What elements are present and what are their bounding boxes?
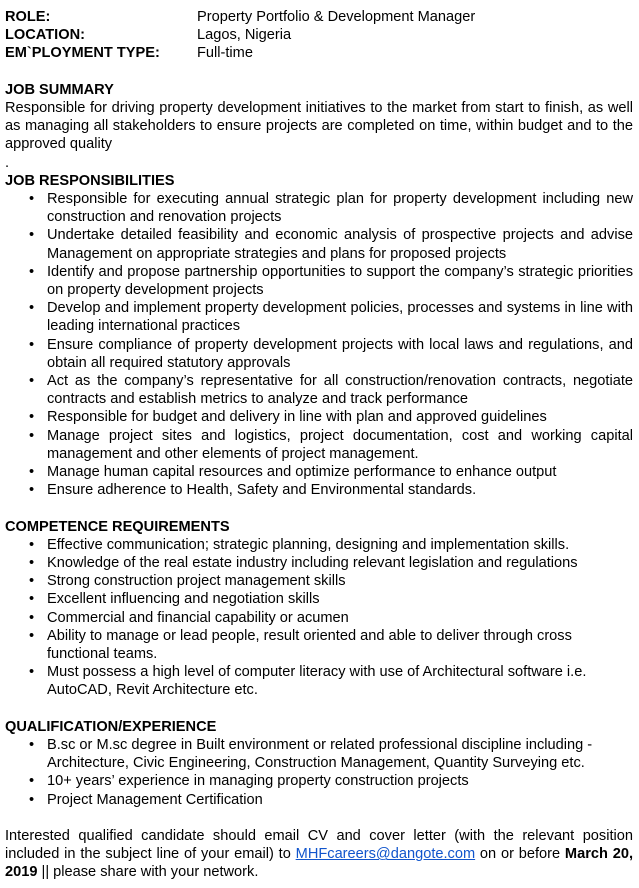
list-item (5, 463, 633, 481)
list-item-text: Responsible for executing annual strategic plan for property development including new construction and renovation projects (47, 190, 633, 226)
bullet-icon: • (29, 573, 35, 590)
list-item (5, 609, 633, 627)
application-instructions (5, 827, 633, 882)
bullet-icon: • (29, 227, 35, 244)
spacer (5, 499, 633, 517)
summary-trailing-dot: . (5, 154, 10, 171)
list-item-text: Effective communication; strategic planning, designing and implementation skills. (47, 536, 570, 553)
location-row (5, 26, 633, 44)
list-item-text: Project Management Certification (47, 791, 263, 808)
job-responsibilities-heading: JOB RESPONSIBILITIES (5, 172, 175, 189)
bullet-icon: • (29, 664, 35, 681)
competence-requirements-heading: COMPETENCE REQUIREMENTS (5, 518, 230, 535)
list-item-text: Ability to manage or lead people, result oriented and able to deliver through cross functional teams. (47, 627, 572, 663)
list-item-text: Manage human capital resources and optimize performance to enhance output (47, 464, 557, 480)
list-item (5, 627, 633, 663)
list-item-text: Undertake detailed feasibility and economic analysis of prospective projects and advise Management on appropriate strategies and plans for proposed projects (47, 227, 633, 262)
list-item (5, 299, 633, 335)
bullet-icon: • (29, 536, 35, 553)
role-value: Property Portfolio & Development Manager (197, 9, 476, 25)
list-item (5, 772, 633, 790)
bullet-icon: • (29, 409, 35, 426)
list-item (5, 572, 633, 590)
list-item (5, 590, 633, 608)
list-item-text: Act as the company’s representative for all construction/renovation contracts, negotiate contracts and establish metrics to analyze and track performance (47, 372, 633, 408)
list-item-text: Manage project sites and logistics, project documentation, cost and working capital management and other elements of project management. (47, 427, 633, 462)
list-item (5, 736, 633, 772)
bullet-icon: • (29, 300, 35, 317)
closing-text-middle: on or before (475, 846, 565, 863)
list-item (5, 408, 633, 426)
bullet-icon: • (29, 427, 35, 444)
bullet-icon: • (29, 609, 35, 626)
bullet-icon: • (29, 591, 35, 608)
list-item (5, 336, 633, 372)
role-row (5, 8, 633, 26)
list-item (5, 263, 633, 299)
closing-text-after: || please share with your network. (37, 864, 259, 881)
bullet-icon: • (29, 190, 35, 207)
list-item (5, 427, 633, 463)
list-item-text: 10+ years’ experience in managing property construction projects (47, 773, 469, 790)
list-item-text: Develop and implement property development policies, processes and systems in line with leading international practices (47, 300, 633, 335)
list-item (5, 791, 633, 809)
role-label: ROLE: (5, 9, 51, 25)
list-item (5, 190, 633, 226)
spacer (5, 809, 633, 827)
bullet-icon: • (29, 737, 35, 754)
list-item-text: Excellent influencing and negotiation skills (47, 591, 320, 608)
location-value: Lagos, Nigeria (197, 27, 292, 44)
bullet-icon: • (29, 627, 35, 644)
list-item (5, 372, 633, 408)
list-item (5, 554, 633, 572)
responsibilities-list (5, 190, 633, 499)
application-deadline: March 20, 2019 (5, 846, 633, 881)
list-item-text: Identify and propose partnership opportunities to support the company’s strategic priorities on property development projects (47, 263, 633, 298)
list-item (5, 481, 633, 499)
list-item (5, 226, 633, 262)
list-item (5, 536, 633, 554)
spacer (5, 63, 633, 81)
list-item-text: Strong construction project management skills (47, 573, 346, 590)
bullet-icon: • (29, 773, 35, 790)
job-summary-text: Responsible for driving property development initiatives to the market from start to finish, as well as managing all stakeholders to ensure projects are completed on time, within budget and to the approved quality (5, 99, 633, 153)
list-item-text: Commercial and financial capability or acumen (47, 609, 349, 626)
competence-list (5, 536, 633, 700)
list-item-text: Ensure adherence to Health, Safety and Environmental standards. (47, 482, 477, 499)
job-summary-heading: JOB SUMMARY (5, 81, 114, 98)
bullet-icon: • (29, 791, 35, 808)
location-label: LOCATION: (5, 27, 85, 44)
careers-email-link[interactable]: MHFcareers@dangote.com (295, 846, 476, 863)
employment-type-value: Full-time (197, 45, 253, 62)
bullet-icon: • (29, 555, 35, 571)
employment-type-row (5, 44, 633, 62)
bullet-icon: • (29, 464, 35, 480)
qualification-list (5, 736, 633, 809)
bullet-icon: • (29, 372, 35, 389)
bullet-icon: • (29, 482, 35, 499)
list-item-text: Ensure compliance of property development projects with local laws and regulations, and obtain all required statutory approvals (47, 336, 633, 371)
list-item-text: Responsible for budget and delivery in line with plan and approved guidelines (47, 409, 547, 426)
spacer (5, 700, 633, 718)
bullet-icon: • (29, 263, 35, 280)
list-item (5, 663, 633, 699)
employment-type-label: EM`PLOYMENT TYPE: (5, 45, 160, 62)
closing-text-before: Interested qualified candidate should email CV and cover letter (with the relevant position included in the subject line of your email) to (5, 828, 633, 863)
list-item-text: B.sc or M.sc degree in Built environment or related professional discipline including - Architecture, Civic Engineering, Construction Management, Quantity Surveying etc. (47, 737, 593, 772)
list-item-text: Knowledge of the real estate industry including relevant legislation and regulations (47, 555, 578, 571)
list-item-text: Must possess a high level of computer literacy with use of Architectural software i.e. AutoCAD, Revit Architecture etc. (47, 664, 587, 699)
bullet-icon: • (29, 336, 35, 353)
qualification-experience-heading: QUALIFICATION/EXPERIENCE (5, 718, 217, 735)
